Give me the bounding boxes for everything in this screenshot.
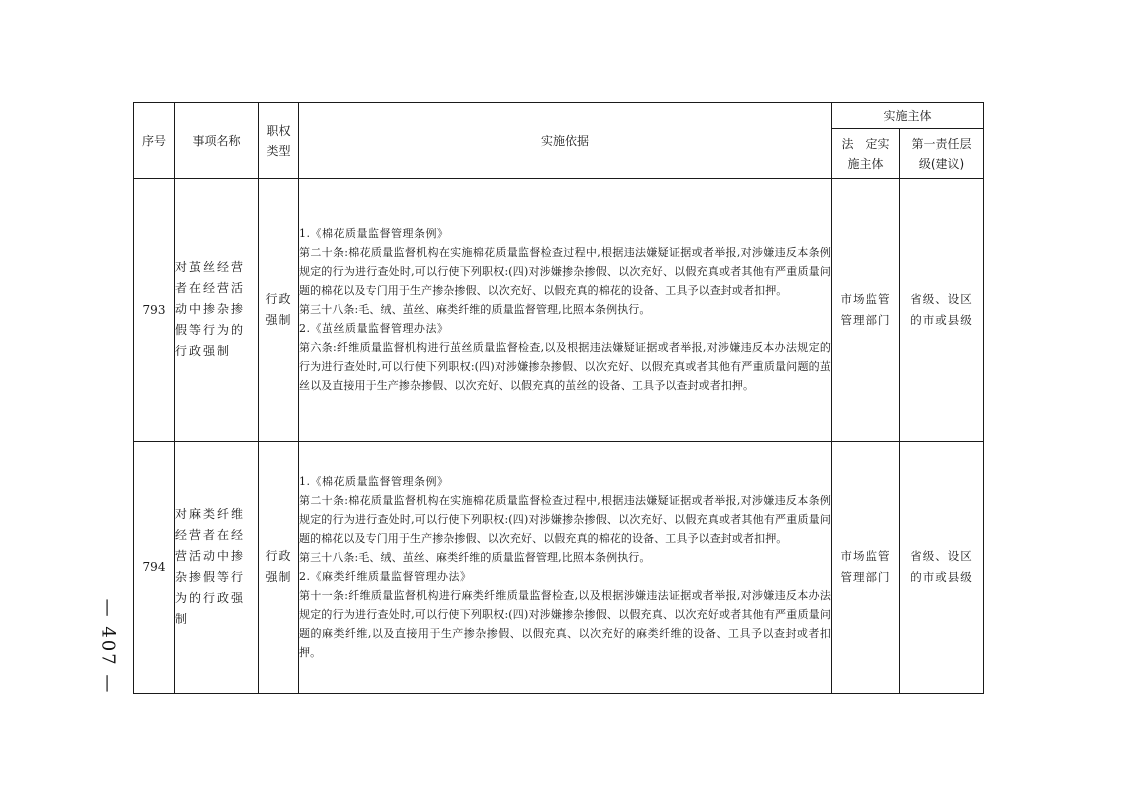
table-row [134,179,984,441]
basis-article: 第六条:纤维质量监督机构进行茧丝质量监督检查,以及根据违法嫌疑证据或者举报,对涉嫌违反本办法规定的行为进行查处时,可以行使下列职权:(四)对涉嫌掺杂掺假、以次充好、以假充真或者其他有严重质量问题的茧丝以及直接用于生产掺杂掺假、以次充好、以假充真的茧丝的设备、工具予以查封或者扣押。 [299,341,831,393]
row-legal-subject: 市场监管管理部门 [832,179,900,441]
row-basis [299,179,832,441]
basis-article: 第三十八条:毛、绒、茧丝、麻类纤维的质量监督管理,比照本条例执行。 [299,551,651,565]
row-item-name: 对麻类纤维经营者在经营活动中掺杂掺假等行为的行政强制 [175,441,259,693]
table-row [134,441,984,693]
basis-doc-title: 1.《棉花质量监督管理条例》 [299,227,449,241]
header-implementing-subject: 实施主体 [832,103,984,129]
basis-article: 第十一条:纤维质量监督机构进行麻类纤维质量监督检查,以及根据涉嫌违法证据或者举报,对涉嫌违反本办法规定的行为进行查处时,可以行使下列职权:(四)对涉嫌掺杂掺假、以假充真、以次充好或者其他有严重质量问题的麻类纤维,以及直接用于生产掺杂掺假、以假充真、以次充好的麻类纤维的设备、工具予以查封或者扣押。 [299,589,831,660]
row-item-name: 对茧丝经营者在经营活动中掺杂掺假等行为的行政强制 [175,179,259,441]
header-row-1 [134,103,984,129]
row-legal-subject: 市场监管管理部门 [832,441,900,693]
basis-doc-title: 2.《茧丝质量监督管理办法》 [299,322,449,336]
header-legal-subject: 法 定实施主体 [832,129,900,179]
page-number: — 407 — [97,598,119,694]
header-first-level: 第一责任层级(建议) [900,129,984,179]
row-first-level: 省级、设区的市或县级 [900,441,984,693]
basis-article: 第二十条:棉花质量监督机构在实施棉花质量监督检查过程中,根据违法嫌疑证据或者举报,对涉嫌违反本条例规定的行为进行查处时,可以行使下列职权:(四)对涉嫌掺杂掺假、以次充好、以假充真或者其他有严重质量问题的棉花以及专门用于生产掺杂掺假、以次充好、以假充真的棉花的设备、工具予以查封或者扣押。 [299,246,831,298]
basis-doc-title: 1.《棉花质量监督管理条例》 [299,475,449,489]
row-basis [299,441,832,693]
row-seq: 793 [134,179,175,441]
basis-doc-title: 2.《麻类纤维质量监督管理办法》 [299,570,472,584]
row-power-type: 行政强制 [259,441,299,693]
header-seq: 序号 [134,103,175,179]
header-power-type: 职权类型 [259,103,299,179]
header-basis: 实施依据 [299,103,832,179]
row-seq: 794 [134,441,175,693]
administrative-power-table [133,102,984,694]
basis-article: 第二十条:棉花质量监督机构在实施棉花质量监督检查过程中,根据违法嫌疑证据或者举报,对涉嫌违反本条例规定的行为进行查处时,可以行使下列职权:(四)对涉嫌掺杂掺假、以次充好、以假充真或者其他有严重质量问题的棉花以及专门用于生产掺杂掺假、以次充好、以假充真的棉花的设备、工具予以查封或者扣押。 [299,494,831,546]
basis-article: 第三十八条:毛、绒、茧丝、麻类纤维的质量监督管理,比照本条例执行。 [299,303,651,317]
row-first-level: 省级、设区的市或县级 [900,179,984,441]
row-power-type: 行政强制 [259,179,299,441]
header-item-name: 事项名称 [175,103,259,179]
